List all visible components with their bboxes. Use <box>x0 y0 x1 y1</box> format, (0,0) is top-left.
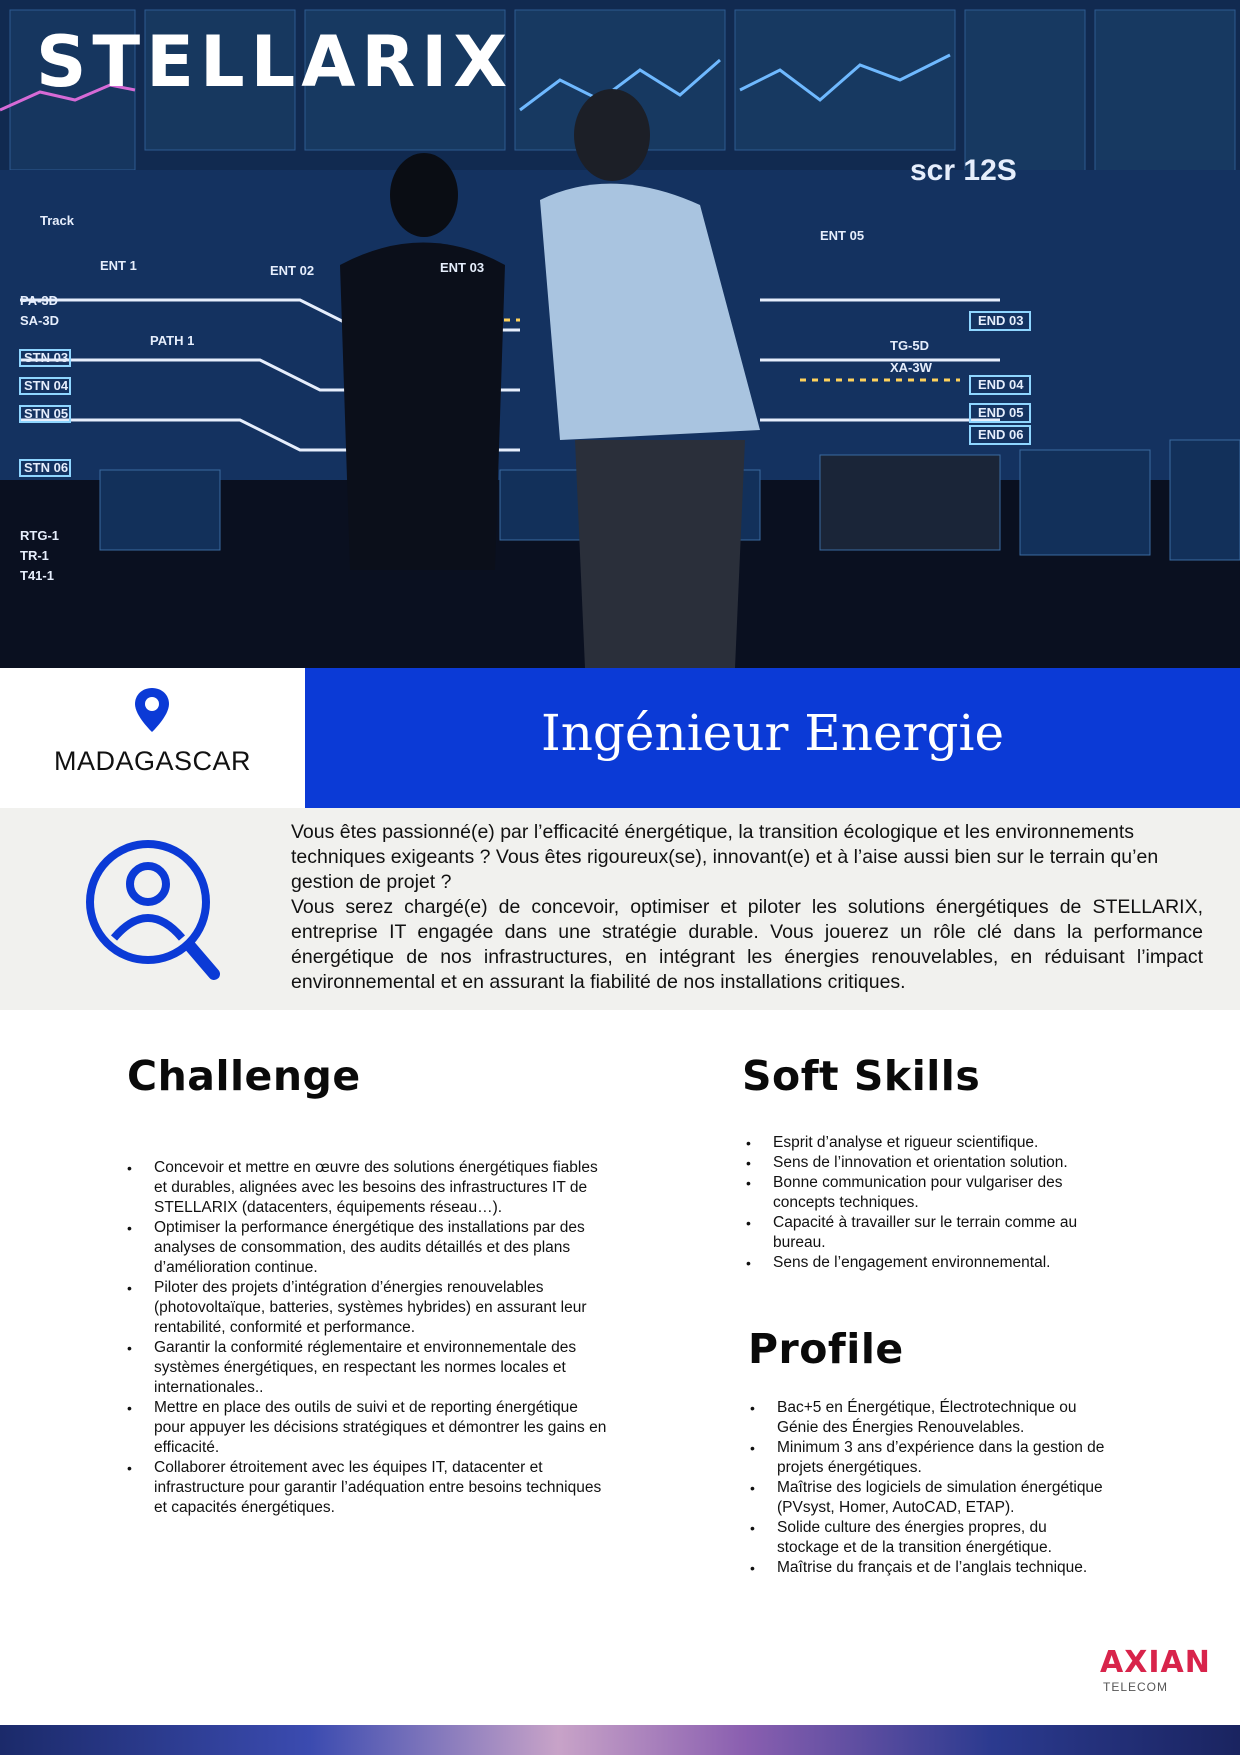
list-item: • Optimiser la performance énergétique des installations par des analyses de consommation, des audits détaillés et des plans d’amélioration continue. <box>127 1218 607 1278</box>
screen-label: XA-3W <box>890 360 932 375</box>
axian-logo: AXIAN <box>1100 1645 1211 1680</box>
screen-label: RTG-1 <box>20 528 59 543</box>
screen-label: END 05 <box>978 405 1024 420</box>
list-item: • Collaborer étroitement avec les équipes IT, datacenter et infrastructure pour garantir l’adéquation entre besoins techniques et capacités énergétiques. <box>127 1458 607 1518</box>
list-item: • Maîtrise du français et de l’anglais technique. <box>750 1558 1110 1578</box>
profile-search-icon <box>86 834 226 994</box>
list-item: • Capacité à travailler sur le terrain comme au bureau. <box>746 1213 1116 1253</box>
soft-skills-heading: Soft Skills <box>742 1052 981 1100</box>
screen-label: T41-1 <box>20 568 54 583</box>
screen-label: TG-5D <box>890 338 929 353</box>
bottom-decorative-strip <box>0 1725 1240 1755</box>
list-item: • Solide culture des énergies propres, du stockage et de la transition énergétique. <box>750 1518 1110 1558</box>
screen-label: ENT 05 <box>820 228 865 243</box>
challenge-list <box>127 1158 607 1518</box>
job-title: Ingénieur Energie <box>540 704 1005 762</box>
profile-list <box>750 1398 1110 1578</box>
list-item: • Minimum 3 ans d’expérience dans la gestion de projets énergétiques. <box>750 1438 1110 1478</box>
screen-label: STN 04 <box>24 378 69 393</box>
screen-label: PA-3D <box>20 293 59 308</box>
list-item: • Mettre en place des outils de suivi et de reporting énergétique pour appuyer les décisions stratégiques et démontrer les gains en efficacité. <box>127 1398 607 1458</box>
intro-paragraph-2: Vous serez chargé(e) de concevoir, optimiser et piloter les solutions énergétiques de STELLARIX, entreprise IT engagée dans une stratégie durable. Vous jouerez un rôle clé dans la performance énergétique de nos infrastructures, en intégrant les énergies renouvelables, en réduisant l’impact environnemental et en assurant la fiabilité de nos installations critiques. <box>291 896 1203 993</box>
axian-logo-subtitle: TELECOM <box>1103 1680 1169 1694</box>
screen-label: STN 05 <box>24 406 69 421</box>
list-item: • Esprit d’analyse et rigueur scientifique. <box>746 1133 1116 1153</box>
soft-skills-list <box>746 1133 1116 1273</box>
location-pin-icon <box>135 688 169 732</box>
job-title-banner <box>305 668 1240 808</box>
profile-heading: Profile <box>748 1325 904 1373</box>
screen-label: SA-3D <box>20 313 60 328</box>
list-item: • Bonne communication pour vulgariser des concepts techniques. <box>746 1173 1116 1213</box>
list-item: • Piloter des projets d’intégration d’énergies renouvelables (photovoltaïque, batteries, systèmes hybrides) en assurant leur rentabilité, conformité et performance. <box>127 1278 607 1338</box>
screen-label: END 04 <box>978 377 1024 392</box>
list-item: • Maîtrise des logiciels de simulation énergétique (PVsyst, Homer, AutoCAD, ETAP). <box>750 1478 1110 1518</box>
screen-label: ENT 1 <box>100 258 137 273</box>
list-item: • Garantir la conformité réglementaire et environnementale des systèmes énergétiques, en respectant les normes locales et internationales.. <box>127 1338 607 1398</box>
screen-label: TR-1 <box>20 548 49 563</box>
location-label: MADAGASCAR <box>53 746 252 776</box>
screen-label: STN 06 <box>24 460 69 475</box>
intro-text <box>291 820 1203 995</box>
stellarix-logo: STELLARIX <box>36 21 514 103</box>
hero-image <box>0 0 1240 668</box>
screen-label: ENT 02 <box>270 263 315 278</box>
screen-label: END 03 <box>978 313 1024 328</box>
list-item: • Bac+5 en Énergétique, Électrotechnique ou Génie des Énergies Renouvelables. <box>750 1398 1110 1438</box>
screen-label: PATH 1 <box>150 333 195 348</box>
screen-label: ENT 03 <box>440 260 485 275</box>
screen-label: END 06 <box>978 427 1024 442</box>
location-box <box>0 668 305 808</box>
intro-section <box>0 808 1240 1010</box>
intro-paragraph-1: Vous êtes passionné(e) par l’efficacité énergétique, la transition écologique et les environnements techniques exigeants ? Vous êtes rigoureux(se), innovant(e) et à l’aise aussi bien sur le terrain qu’en gestion de projet ? <box>291 821 1159 893</box>
screen-label: Track <box>40 213 74 228</box>
screen-label: scr 12S <box>910 154 1017 187</box>
list-item: • Concevoir et mettre en œuvre des solutions énergétiques fiables et durables, alignées avec les besoins des infrastructures IT de STELLARIX (datacenters, équipements réseau…). <box>127 1158 607 1218</box>
challenge-heading: Challenge <box>127 1052 361 1100</box>
list-item: • Sens de l’innovation et orientation solution. <box>746 1153 1116 1173</box>
screen-label: STN 03 <box>24 350 69 365</box>
list-item: • Sens de l’engagement environnemental. <box>746 1253 1116 1273</box>
